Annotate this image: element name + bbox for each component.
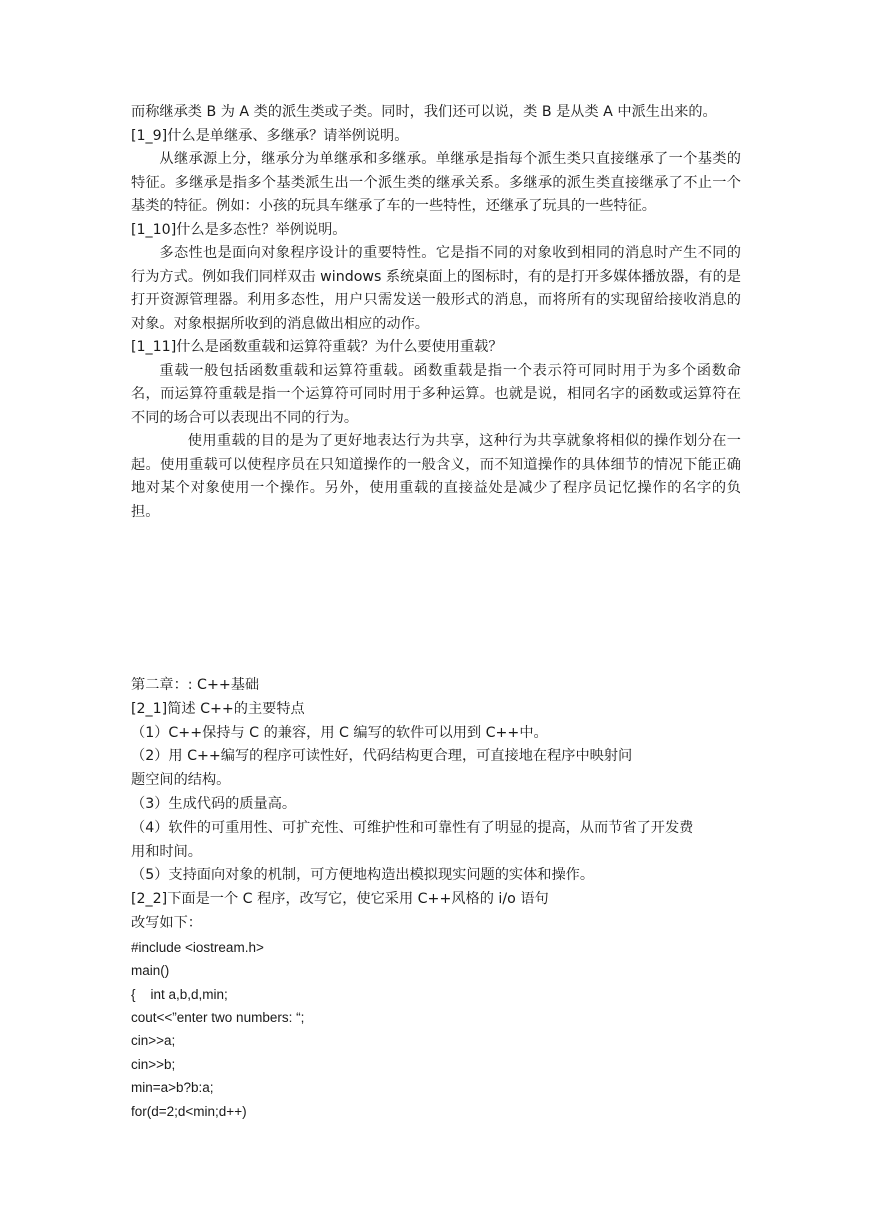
code-line: cout<<”enter two numbers: “; bbox=[131, 1009, 305, 1025]
question-2-1: [2_1]简述 C++的主要特点 bbox=[131, 700, 305, 717]
question-1-9: [1_9]什么是单继承、多继承？请举例说明。 bbox=[131, 127, 409, 144]
answer-1-10: 多态性也是面向对象程序设计的重要特性。它是指不同的对象收到相同的消息时产生不同的行为方式。例如我们同样双击 windows 系统桌面上的图标时，有的是打开多媒体播放器，有的是打开资源管理器。利用多态性，用户只需发送一般形式的消息，而将所有的实现留给接收消息的对象。对象根据所收到的消息做出相应的动作。 bbox=[131, 245, 741, 332]
question-1-11: [1_11]什么是函数重载和运算符重载？为什么要使用重载？ bbox=[131, 339, 503, 355]
chapter-one-text bbox=[131, 101, 741, 524]
code-line: cin>>a; bbox=[131, 1033, 176, 1049]
code-line: for(d=2;d<min;d++) bbox=[131, 1103, 247, 1119]
chapter-two-text bbox=[131, 674, 741, 1123]
feature-2-line2: 题空间的结构。 bbox=[131, 772, 231, 789]
code-line: main() bbox=[131, 963, 170, 979]
answer-1-11-part2: 使用重载的目的是为了更好地表达行为共享，这种行为共享就象将相似的操作划分在一起。使用重载可以使程序员在只知道操作的一般含义，而不知道操作的具体细节的情况下能正确地对某个对象使用一个操作。另外，使用重载的直接益处是减少了程序员记忆操作的名字的负担。 bbox=[131, 433, 741, 520]
code-line: cin>>b; bbox=[131, 1056, 176, 1072]
code-block bbox=[131, 936, 741, 1123]
answer-1-9: 从继承源上分，继承分为单继承和多继承。单继承是指每个派生类只直接继承了一个基类的特征。多继承是指多个基类派生出一个派生类的继承关系。多继承的派生类直接继承了不止一个基类的特征。例如：小孩的玩具车继承了车的一些特性，还继承了玩具的一些特征。 bbox=[131, 151, 741, 214]
question-2-2: [2_2]下面是一个 C 程序，改写它，使它采用 C++风格的 i/o 语句 bbox=[131, 891, 549, 908]
code-line: min=a>b?b:a; bbox=[131, 1080, 214, 1096]
feature-5: （5）支持面向对象的机制，可方便地构造出模拟现实问题的实体和操作。 bbox=[131, 867, 595, 884]
chapter-title: 第二章：: C++基础 bbox=[131, 677, 260, 693]
paragraph-line: 而称继承类 B 为 A 类的派生类或子类。同时，我们还可以说，类 B 是从类 A 中派生出来的。 bbox=[131, 104, 717, 120]
feature-4-line2: 用和时间。 bbox=[131, 843, 202, 860]
rewrite-label: 改写如下： bbox=[131, 914, 202, 931]
feature-4-line1: （4）软件的可重用性、可扩充性、可维护性和可靠性有了明显的提高，从而节省了开发费 bbox=[131, 819, 694, 836]
code-line: { int a,b,d,min; bbox=[131, 986, 228, 1002]
feature-1: （1）C++保持与 C 的兼容，用 C 编写的软件可以用到 C++中。 bbox=[131, 724, 548, 741]
feature-3: （3）生成代码的质量高。 bbox=[131, 795, 297, 812]
feature-2-line1: （2）用 C++编写的程序可读性好，代码结构更合理，可直接地在程序中映射问 bbox=[131, 748, 633, 765]
code-line: #include <iostream.h> bbox=[131, 939, 264, 955]
question-1-10: [1_10]什么是多态性？举例说明。 bbox=[131, 221, 347, 238]
answer-1-11-part1: 重载一般包括函数重载和运算符重载。函数重载是指一个表示符可同时用于为多个函数命名，而运算符重载是指一个运算符可同时用于多种运算。也就是说，相同名字的函数或运算符在不同的场合可以表现出不同的行为。 bbox=[131, 362, 741, 426]
